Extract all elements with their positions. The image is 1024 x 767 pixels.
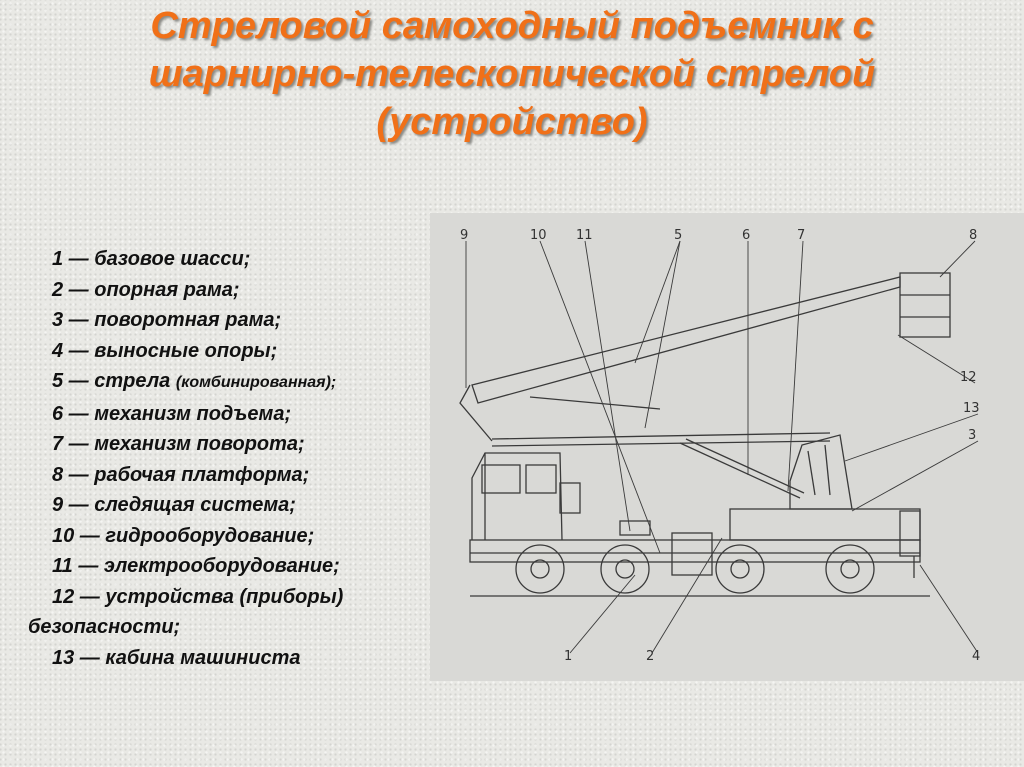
chassis-frame [470,540,920,562]
legend-item: 10 — гидрооборудование; [52,524,315,547]
legend-item: 6 — механизм подъема; [52,402,292,425]
legend-item: 13 — кабина машиниста [52,646,301,669]
turret-base [730,509,920,540]
slide-title [0,2,1024,146]
callout-10: 10 [530,228,547,243]
callout-8: 8 [969,228,978,243]
callout-11: 11 [576,228,593,243]
callout-5: 5 [674,228,683,243]
wheel [716,545,764,593]
legend-item: 5 — стрела (комбинированная); [52,370,337,392]
lift-diagram [430,213,1024,681]
wheel [601,545,649,593]
legend-item: 11 — электрооборудование; [52,555,340,577]
title-line-1: Стреловой самоходный подъемник с [150,5,874,47]
legend-item: 1 — базовое шасси; [52,248,251,270]
legend-item: 9 — следящая система; [52,494,296,516]
callout-4: 4 [972,649,981,664]
callout-13: 13 [963,401,980,416]
legend-item: 3 — поворотная рама; [52,309,282,331]
callout-6: 6 [742,228,751,243]
legend-item: 2 — опорная рама; [52,278,240,301]
title-line-3: (устройство) [376,101,648,143]
legend-item: 7 — механизм поворота; [52,433,305,455]
callout-1: 1 [564,649,573,664]
wheel [826,545,874,593]
boom [472,277,900,403]
callout-2: 2 [646,649,655,664]
work-platform [900,273,950,337]
wheel [516,545,564,593]
legend-item: 12 — устройства (приборы) безопасности; [28,585,344,638]
legend-item: 4 — выносные опоры; [52,339,278,362]
callout-3: 3 [968,428,977,443]
callout-9: 9 [460,228,469,243]
legend-item: 8 — рабочая платформа; [52,463,310,486]
title-line-2: шарнирно-телескопической стрелой [148,53,876,95]
callout-labels [460,228,980,664]
parts-legend [28,244,438,673]
callout-7: 7 [797,228,806,243]
callout-12: 12 [960,370,977,385]
